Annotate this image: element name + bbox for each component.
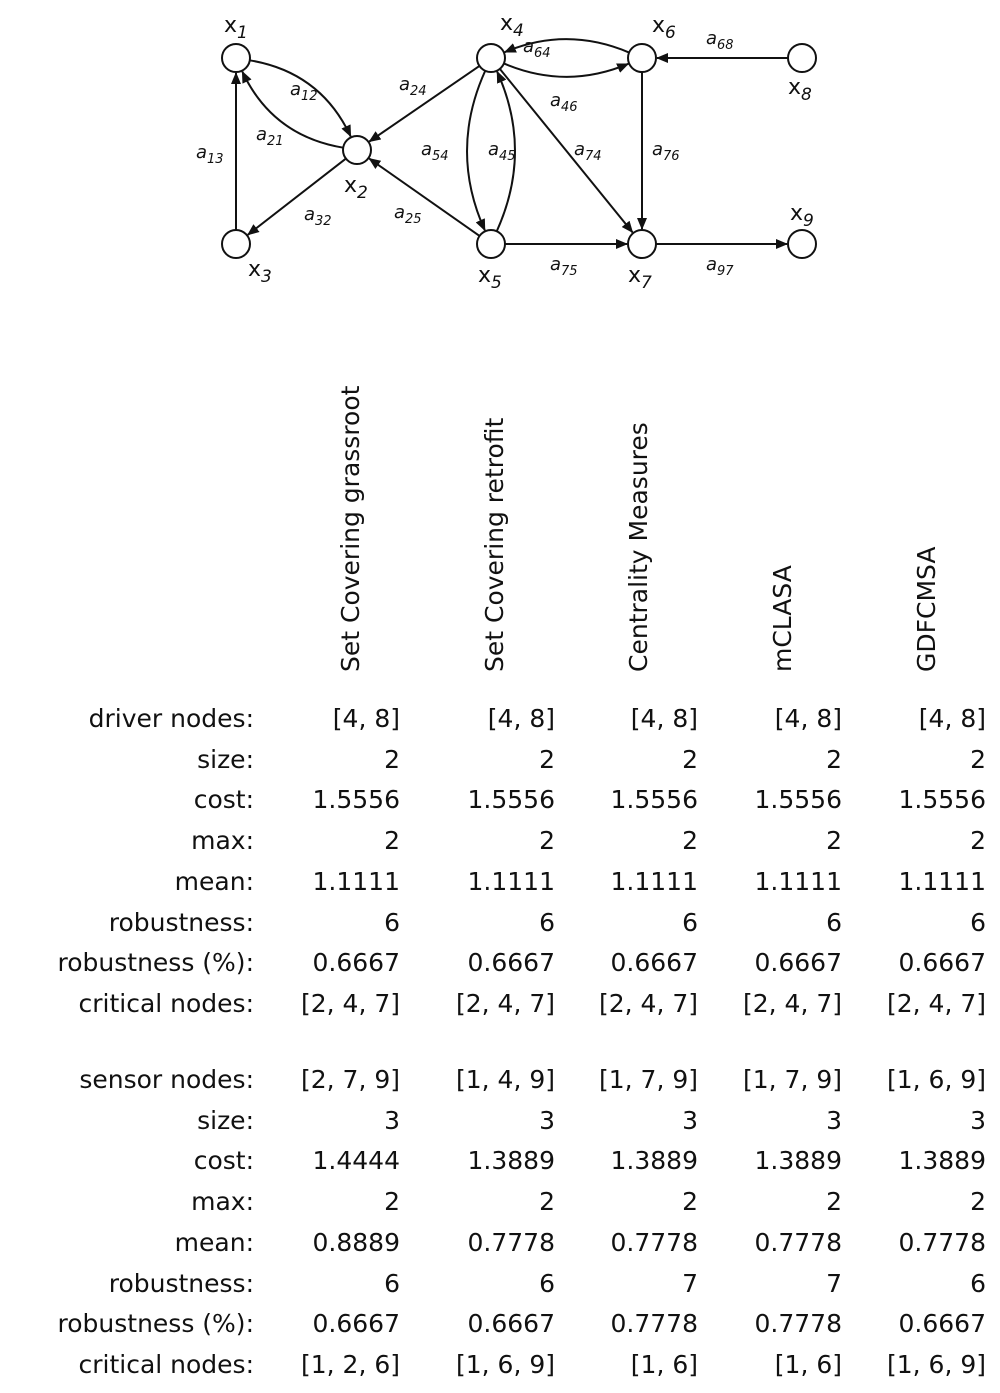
table-cell: 7 [826,1268,842,1298]
table-cell: 1.3889 [898,1146,986,1176]
table-cell: [2, 4, 7] [742,988,842,1018]
table-cell: 0.6667 [610,948,698,978]
table-cell: 0.7778 [467,1227,555,1257]
table-cell: 0.6667 [467,948,555,978]
node-label: $x_6$ [652,13,676,43]
table-cell: 3 [970,1105,986,1135]
table-cell: [4, 8] [332,704,400,733]
table-cell: 6 [682,907,698,937]
table-cell: [1, 6] [774,1349,842,1379]
node-label: $x_4$ [500,11,524,41]
edge-label: $a_{97}$ [706,254,734,279]
table-cell: [2, 4, 7] [598,988,698,1018]
table-cell: 0.7778 [610,1227,698,1257]
table-cell: 0.8889 [312,1227,400,1257]
table-cell: 1.3889 [754,1146,842,1176]
table-cell: 2 [539,826,555,856]
edge-label: $a_{21}$ [256,124,284,149]
table-cell: [1, 6, 9] [886,1065,986,1094]
edge-label: $a_{54}$ [421,139,449,164]
table-cell: [1, 7, 9] [742,1065,842,1094]
edge-x4-x6 [504,63,628,76]
table-cell: 1.1111 [754,866,842,896]
table-cell: 6 [970,907,986,937]
table-cell: 2 [970,1187,986,1217]
node-label: $x_3$ [248,257,272,287]
edge-label: $a_{76}$ [652,139,680,164]
node-x8 [788,44,816,72]
column-header-label: mCLASA [768,565,797,672]
table-cell: [1, 4, 9] [455,1065,555,1094]
row-label: mean: [174,1227,254,1257]
node-label: $x_1$ [224,13,248,43]
table-cell: 2 [384,744,400,774]
row-label: max: [191,1187,254,1217]
table-cell: 0.6667 [312,948,400,978]
table-cell: 3 [682,1105,698,1135]
node-label: $x_8$ [788,75,812,105]
row-label: critical nodes: [78,1349,254,1379]
node-label: $x_5$ [478,263,502,293]
node-x1 [222,44,250,72]
table-cell: 6 [826,907,842,937]
table-cell: 1.4444 [312,1146,400,1176]
table-cell: [4, 8] [918,704,986,733]
driver-row [0,699,1000,739]
table-cell: [4, 8] [774,704,842,733]
driver-row [0,943,1000,983]
table-cell: 1.5556 [898,785,986,815]
table-cell: 6 [539,907,555,937]
row-label: robustness: [108,907,254,937]
row-label: critical nodes: [78,988,254,1018]
table-cell: 1.1111 [312,866,400,896]
table-cell: [1, 6] [630,1349,698,1379]
table-cell: 0.6667 [898,948,986,978]
row-label: cost: [193,785,254,815]
table-cell: [2, 4, 7] [455,988,555,1018]
row-label: robustness (%): [57,948,254,978]
table-cell: 1.3889 [467,1146,555,1176]
driver-row [0,903,1000,943]
sensor-row [0,1264,1000,1304]
table-cell: 1.5556 [754,785,842,815]
edge-x5-x2 [369,159,479,236]
driver-row [0,821,1000,861]
node-label: $x_2$ [344,173,368,203]
table-cell: 6 [539,1268,555,1298]
table-cell: 2 [384,1187,400,1217]
edge-label: $a_{68}$ [706,28,734,53]
nodes-layer [222,11,816,293]
table-cell: 1.1111 [898,866,986,896]
edge-label: $a_{46}$ [550,90,578,115]
node-x9 [788,230,816,258]
table-cell: 1.5556 [312,785,400,815]
table-cell: 6 [384,907,400,937]
table-cell: 1.5556 [467,785,555,815]
table-cell: 1.1111 [610,866,698,896]
node-label: $x_7$ [628,263,652,293]
edge-x4-x7 [500,69,633,232]
node-x4 [477,44,505,72]
row-label: size: [197,1105,254,1135]
table-cell: 3 [384,1105,400,1135]
table-cell: [1, 2, 6] [300,1349,400,1379]
row-label: sensor nodes: [79,1065,254,1094]
table-cell: [1, 6, 9] [886,1349,986,1379]
edge-label: $a_{24}$ [399,74,427,99]
table-cell: 0.7778 [898,1227,986,1257]
edge-label: $a_{13}$ [196,142,224,167]
table-cell: 2 [682,744,698,774]
table-cell: 0.6667 [312,1309,400,1339]
sensor-row [0,1141,1000,1181]
row-label: cost: [193,1146,254,1176]
table-cell: 1.3889 [610,1146,698,1176]
row-label: max: [191,826,254,856]
table-cell: 2 [826,1187,842,1217]
table-cell: [2, 4, 7] [886,988,986,1018]
column-header-label: Set Covering retrofit [480,417,509,672]
table-cell: 2 [682,1187,698,1217]
table-cell: 3 [826,1105,842,1135]
sensor-row [0,1060,1000,1100]
table-cell: 0.7778 [610,1309,698,1339]
table-cell: 0.6667 [898,1309,986,1339]
node-x5 [477,230,505,258]
table-cell: [2, 7, 9] [300,1065,400,1094]
edge-label: $a_{45}$ [488,139,516,164]
node-x6 [628,44,656,72]
edge-label: $a_{74}$ [574,139,602,164]
sensor-row [0,1304,1000,1344]
driver-row [0,862,1000,902]
column-header-label: GDFCMSA [912,546,941,672]
edge-label: $a_{75}$ [550,254,578,279]
table-cell: [1, 6, 9] [455,1349,555,1379]
table-cell: 2 [970,826,986,856]
table-cell: 2 [970,744,986,774]
table-cell: 2 [682,826,698,856]
driver-row [0,780,1000,820]
table-cell: 2 [384,826,400,856]
table-cell: [4, 8] [630,704,698,733]
table-cell: 2 [826,744,842,774]
table-cell: [4, 8] [487,704,555,733]
table-cell: [1, 7, 9] [598,1065,698,1094]
table-cell: 0.6667 [467,1309,555,1339]
node-x7 [628,230,656,258]
row-label: mean: [174,866,254,896]
driver-row [0,740,1000,780]
edge-label: $a_{12}$ [290,79,318,104]
column-header-label: Set Covering grassroot [336,385,365,672]
edge-label: $a_{64}$ [523,36,551,61]
table-cell: 3 [539,1105,555,1135]
table-cell: 6 [384,1268,400,1298]
table-cell: 2 [539,1187,555,1217]
table-cell: 6 [970,1268,986,1298]
table-cell: 2 [826,826,842,856]
node-label: $x_9$ [790,201,814,231]
driver-row [0,984,1000,1024]
edge-label: $a_{25}$ [394,202,422,227]
edge-label: $a_{32}$ [304,204,332,229]
table-cell: 2 [539,744,555,774]
sensor-row [0,1223,1000,1263]
table-cell: 0.7778 [754,1227,842,1257]
sensor-row [0,1182,1000,1222]
table-cell: 1.1111 [467,866,555,896]
node-x2 [343,136,371,164]
network-graph [0,0,1000,300]
column-header-label: Centrality Measures [624,422,653,672]
table-cell: 7 [682,1268,698,1298]
node-x3 [222,230,250,258]
table-cell: 0.6667 [754,948,842,978]
sensor-row [0,1345,1000,1385]
sensor-row [0,1101,1000,1141]
edge-x4-x2 [369,66,479,142]
row-label: driver nodes: [88,704,254,733]
table-cell: 1.5556 [610,785,698,815]
edge-x4-x5 [467,71,485,231]
table-cell: [2, 4, 7] [300,988,400,1018]
table-cell: 0.7778 [754,1309,842,1339]
row-label: size: [197,744,254,774]
row-label: robustness (%): [57,1309,254,1339]
row-label: robustness: [108,1268,254,1298]
